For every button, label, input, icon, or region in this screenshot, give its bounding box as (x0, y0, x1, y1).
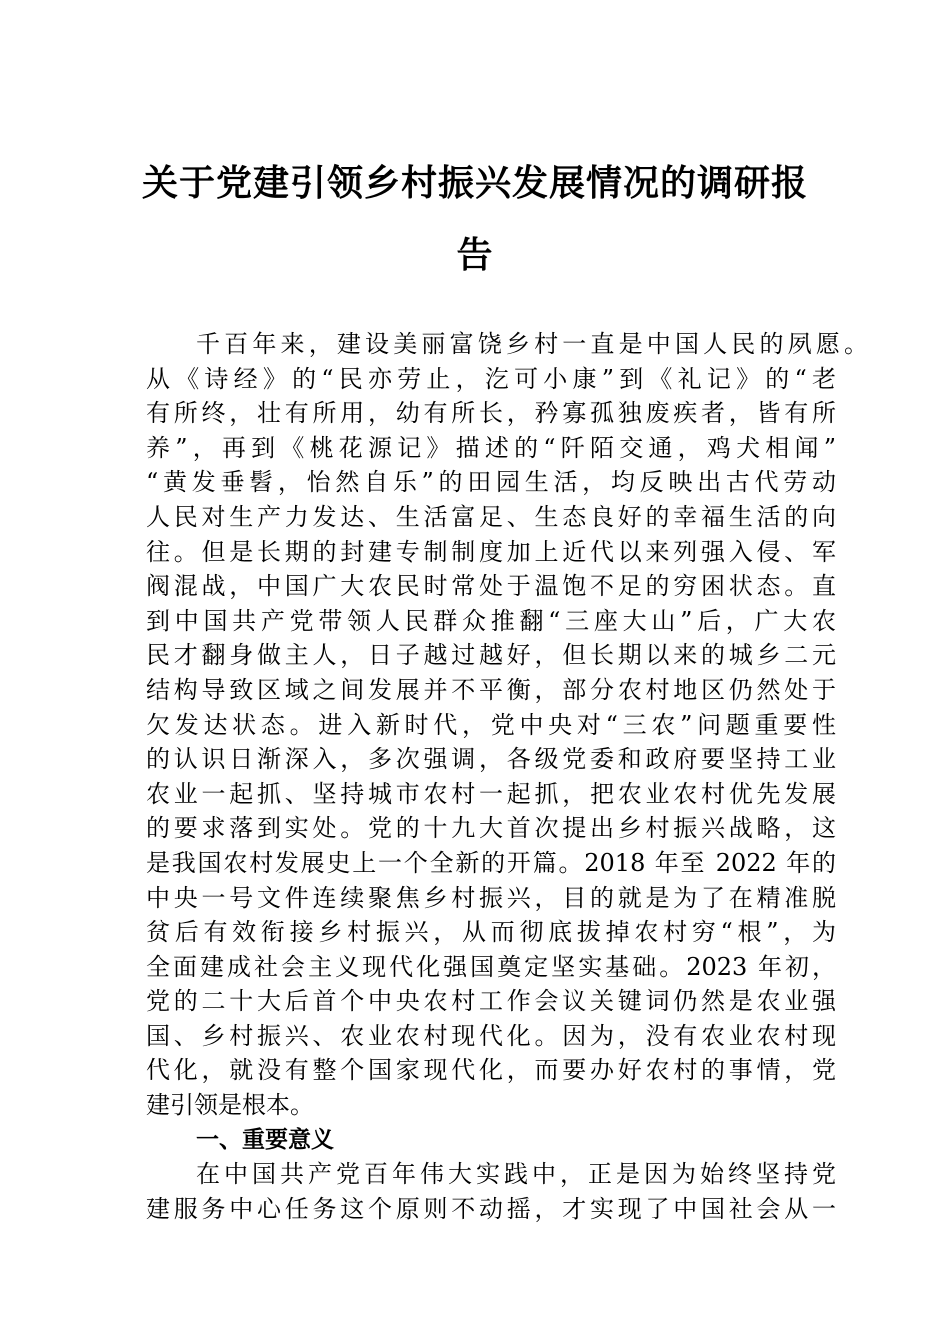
intro-paragraph-line: 千百年来，建设美丽富饶乡村一直是中国人民的夙愿。 (196, 330, 868, 358)
intro-paragraph-line: 有所终，壮有所用，幼有所长，矜寡孤独废疾者，皆有所 (146, 399, 836, 428)
intro-paragraph-line: 人民对生产力发达、生活富足、生态良好的幸福生活的向 (146, 502, 836, 531)
intro-paragraph-line: “黄发垂髫，怡然自乐”的田园生活，均反映出古代劳动 (146, 468, 836, 497)
document-title-line-2: 告 (456, 235, 494, 276)
intro-paragraph-line: 贫后有效衔接乡村振兴，从而彻底拔掉农村穷“根”，为 (146, 918, 836, 947)
intro-paragraph-line: 养”，再到《桃花源记》描述的“阡陌交通，鸡犬相闻” (146, 433, 836, 462)
intro-paragraph-line: 阀混战，中国广大农民时常处于温饱不足的穷困状态。直 (146, 572, 836, 601)
intro-paragraph-line: 欠发达状态。进入新时代，党中央对“三农”问题重要性 (146, 710, 836, 739)
intro-paragraph-line: 是我国农村发展史上一个全新的开篇。2018 年至 2022 年的 (146, 848, 836, 877)
intro-paragraph-line: 党的二十大后首个中央农村工作会议关键词仍然是农业强 (146, 987, 836, 1016)
section-heading-1: 一、重要意义 (196, 1126, 334, 1153)
intro-paragraph-line: 的要求落到实处。党的十九大首次提出乡村振兴战略，这 (146, 814, 836, 843)
document-body (146, 327, 868, 1226)
document-title-line-1: 关于党建引领乡村振兴发展情况的调研报 (141, 163, 808, 204)
intro-paragraph-line: 建引领是根本。 (146, 1091, 314, 1120)
intro-paragraph-line: 中央一号文件连续聚焦乡村振兴，目的就是为了在精准脱 (146, 883, 836, 912)
intro-paragraph-line: 国、乡村振兴、农业农村现代化。因为，没有农业农村现 (146, 1021, 836, 1050)
intro-paragraph-line: 代化，就没有整个国家现代化，而要办好农村的事情，党 (146, 1056, 836, 1085)
intro-paragraph-line: 的认识日渐深入，多次强调，各级党委和政府要坚持工业 (146, 745, 836, 774)
section1-paragraph-line: 建服务中心任务这个原则不动摇，才实现了中国社会从一 (146, 1194, 836, 1223)
intro-paragraph-line: 到中国共产党带领人民群众推翻“三座大山”后，广大农 (146, 606, 836, 635)
intro-paragraph-line: 往。但是长期的封建专制制度加上近代以来列强入侵、军 (146, 537, 836, 566)
intro-paragraph-line: 结构导致区域之间发展并不平衡，部分农村地区仍然处于 (146, 675, 836, 704)
section1-paragraph-line: 在中国共产党百年伟大实践中，正是因为始终坚持党 (196, 1160, 836, 1189)
intro-paragraph-line: 全面建成社会主义现代化强国奠定坚实基础。2023 年初， (146, 952, 836, 981)
intro-paragraph-line: 农业一起抓、坚持城市农村一起抓，把农业农村优先发展 (146, 779, 836, 808)
intro-paragraph-line: 民才翻身做主人，日子越过越好，但长期以来的城乡二元 (146, 641, 836, 670)
intro-paragraph-line: 从《诗经》的“民亦劳止，汔可小康”到《礼记》的“老 (146, 364, 836, 393)
